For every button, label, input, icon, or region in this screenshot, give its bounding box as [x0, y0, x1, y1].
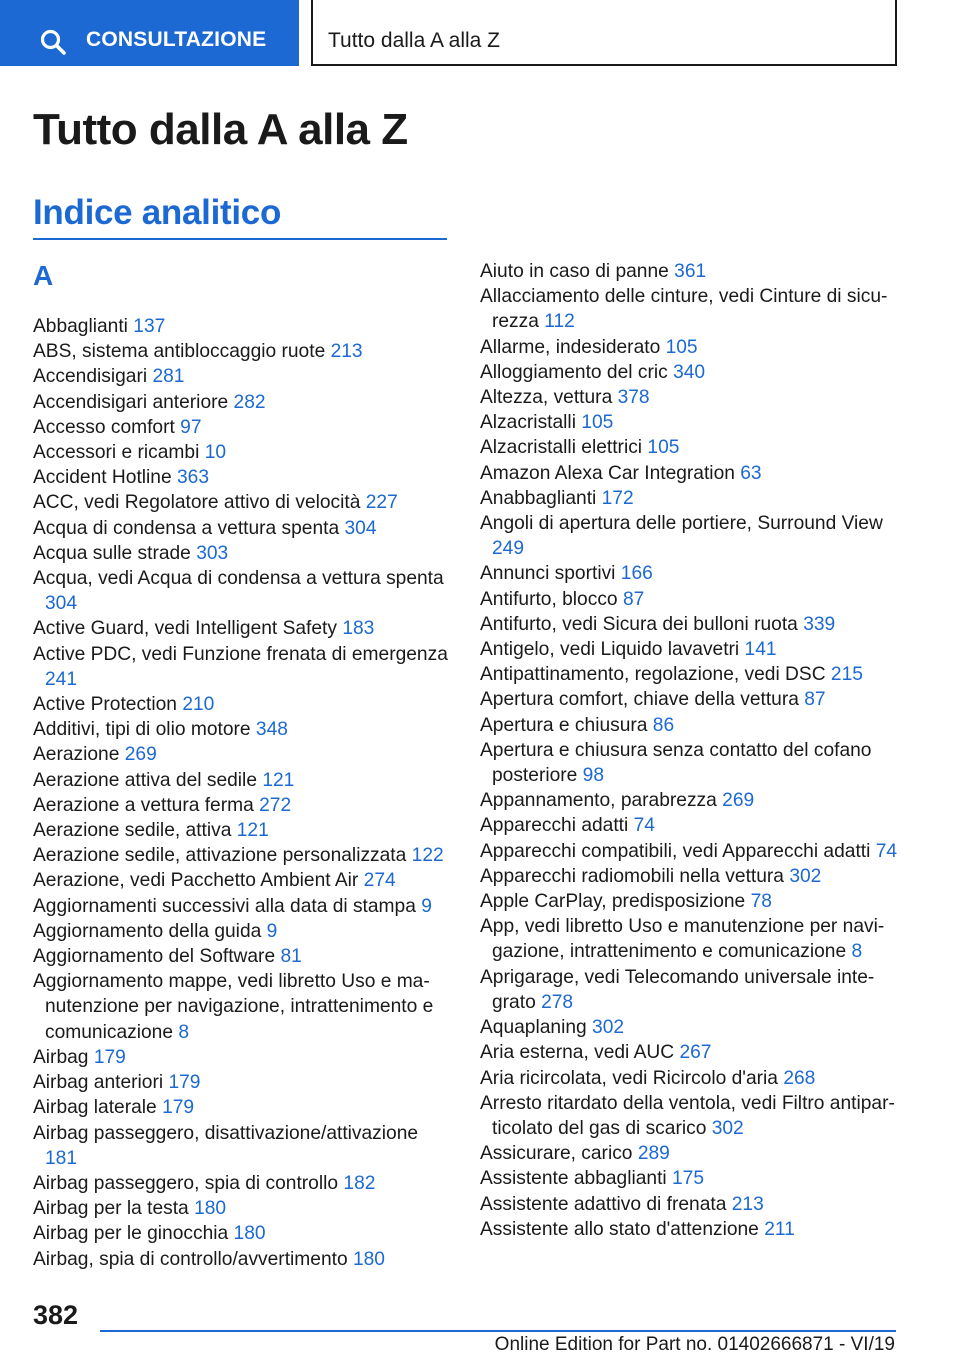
index-entry — [480, 435, 910, 460]
index-entry — [480, 1091, 910, 1141]
index-entry-text: Arresto ritardato della ventola, vedi Filtro antiparticolato del gas di scarico — [480, 1092, 895, 1139]
page-link[interactable]: 303 — [196, 542, 229, 564]
index-entry — [480, 965, 910, 1015]
index-entry — [480, 1066, 910, 1091]
index-entry-text: Aprigarage, vedi Telecomando universale integrato — [480, 966, 875, 1013]
page-link[interactable]: 363 — [177, 467, 210, 489]
page-link[interactable]: 180 — [233, 1223, 266, 1245]
index-entry — [33, 642, 453, 692]
index-entry-text: Assistente abbaglianti — [480, 1168, 667, 1190]
page-link[interactable]: 121 — [262, 769, 295, 791]
page-link[interactable]: 304 — [45, 593, 78, 615]
index-entry-text: Aerazione, vedi Pacchetto Ambient Air — [33, 870, 359, 892]
page-link[interactable]: 211 — [764, 1218, 795, 1240]
page-link[interactable]: 183 — [342, 618, 375, 640]
index-entry-text: Alzacristalli — [480, 412, 576, 434]
page-number: 382 — [33, 1300, 79, 1330]
index-entry-text: Aerazione sedile, attivazione personalizzata — [33, 845, 407, 867]
page-link[interactable]: 181 — [45, 1147, 78, 1169]
index-entry — [33, 440, 453, 465]
page-link[interactable]: 179 — [162, 1097, 195, 1119]
page-link[interactable]: 289 — [637, 1143, 670, 1165]
page-link[interactable]: 86 — [652, 714, 675, 736]
index-entry-text: Active Guard, vedi Intelligent Safety — [33, 618, 337, 640]
index-entry-text: Aria ricircolata, vedi Ricircolo d'aria — [480, 1067, 778, 1089]
page-link[interactable]: 179 — [93, 1046, 126, 1068]
index-entry-text: Airbag per la testa — [33, 1198, 189, 1220]
index-entry-text: Aiuto in caso di panne — [480, 261, 669, 282]
index-entry — [480, 637, 910, 662]
index-entry-text: Active PDC, vedi Funzione frenata di emergenza — [33, 643, 448, 665]
index-entry — [33, 742, 453, 767]
index-entry — [480, 738, 910, 788]
index-entry — [480, 687, 910, 712]
index-entry — [480, 1166, 910, 1191]
index-entry-text: Antifurto, blocco — [480, 588, 618, 610]
index-entry — [33, 692, 453, 717]
index-entry — [33, 1121, 453, 1171]
index-entry-text: Aggiornamento della guida — [33, 920, 262, 942]
page-link[interactable]: 269 — [722, 790, 755, 812]
index-letter: A — [33, 260, 54, 291]
page-link[interactable]: 378 — [617, 387, 650, 409]
index-entry — [480, 1141, 910, 1166]
index-entry-text: Abbaglianti — [33, 316, 128, 337]
index-entry — [480, 1040, 910, 1065]
index-entry-text: Aerazione attiva del sedile — [33, 769, 257, 791]
index-entry-text: Antifurto, vedi Sicura dei bulloni ruota — [480, 613, 798, 635]
index-entry — [33, 465, 453, 490]
index-entry-text: Airbag laterale — [33, 1097, 157, 1119]
index-entry — [480, 1217, 910, 1242]
page-link[interactable]: 9 — [421, 895, 432, 917]
index-entry — [33, 843, 453, 868]
index-entry — [480, 612, 910, 637]
index-entry-text: Aggiornamento mappe, vedi libretto Uso e manutenzione per navigazione, intrattenimento e comunicazione — [33, 971, 434, 1043]
page-link[interactable]: 10 — [204, 442, 227, 464]
index-entry-text: Apparecchi compatibili, vedi Apparecchi adatti — [480, 840, 871, 862]
page-link[interactable]: 180 — [352, 1248, 385, 1270]
index-entry-text: Acqua di condensa a vettura spenta — [33, 517, 340, 539]
index-entry-text: Apparecchi adatti — [480, 815, 629, 837]
index-entry-text: Assicurare, carico — [480, 1143, 633, 1165]
page-link[interactable]: 105 — [581, 412, 614, 434]
page-link[interactable]: 87 — [622, 588, 645, 610]
page-link[interactable]: 74 — [875, 840, 898, 862]
page-link[interactable]: 249 — [492, 538, 525, 560]
footer-rule — [100, 1330, 896, 1332]
index-entry-text: Accendisigari — [33, 366, 148, 388]
index-entry-text: Airbag passeggero, spia di controllo — [33, 1172, 339, 1194]
page-link[interactable]: 304 — [344, 517, 377, 539]
index-entry-text: Accident Hotline — [33, 467, 172, 489]
page-link[interactable]: 182 — [343, 1172, 376, 1194]
page-link[interactable]: 121 — [236, 820, 269, 842]
index-entry — [33, 717, 453, 742]
index-entry — [33, 339, 453, 364]
page-link[interactable]: 269 — [124, 744, 157, 766]
page-link[interactable]: 112 — [544, 311, 575, 333]
page-link[interactable]: 105 — [647, 437, 680, 459]
page-link[interactable]: 8 — [851, 941, 863, 963]
index-entry — [480, 1192, 910, 1217]
index-entry — [33, 616, 453, 641]
index-entry — [480, 587, 910, 612]
index-entry-text: ABS, sistema antibloccaggio ruote — [33, 341, 326, 363]
header — [0, 0, 960, 66]
page-link[interactable]: 8 — [178, 1021, 190, 1043]
page-link[interactable]: 210 — [182, 694, 215, 716]
page-link[interactable]: 63 — [740, 462, 762, 484]
page-link[interactable]: 339 — [803, 613, 836, 635]
index-entry-text: App, vedi libretto Uso e manutenzione per navigazione, intrattenimento e comunicazione — [480, 916, 885, 963]
title-tab[interactable] — [311, 0, 897, 66]
index-entry — [480, 561, 910, 586]
index-entry-text: Accessori e ricambi — [33, 442, 200, 464]
index-entry — [480, 839, 910, 864]
index-entry-text: ACC, vedi Regolatore attivo di velocità — [33, 492, 361, 514]
index-entry — [33, 1221, 453, 1246]
index-entry — [480, 813, 910, 838]
title-tab-label: Tutto dalla A alla Z — [328, 29, 500, 52]
index-entry-text: Airbag anteriori — [33, 1072, 164, 1094]
index-entry — [480, 335, 910, 360]
page-link[interactable]: 281 — [152, 366, 185, 388]
page-link[interactable]: 227 — [365, 492, 398, 514]
index-entry-text: Acqua sulle strade — [33, 542, 191, 564]
page-link[interactable]: 213 — [731, 1193, 764, 1215]
index-entry — [33, 1196, 453, 1221]
search-icon — [40, 29, 66, 55]
index-entry — [480, 864, 910, 889]
index-entry-text: Apertura e chiusura senza contatto del cofano posteriore — [480, 739, 872, 787]
page-link[interactable]: 361 — [674, 261, 707, 282]
page-link[interactable]: 302 — [711, 1117, 744, 1139]
page-link[interactable]: 141 — [744, 639, 777, 661]
index-entry-text: Aerazione a vettura ferma — [33, 794, 254, 816]
index-entry-text: Apertura e chiusura — [480, 714, 648, 736]
index-entry-text: Assistente allo stato d'attenzione — [480, 1218, 759, 1240]
page-link[interactable]: 98 — [582, 765, 605, 787]
index-entry-text: Airbag per le ginocchia — [33, 1223, 229, 1245]
index-entry — [33, 566, 453, 616]
index-entry-text: Airbag passeggero, disattivazione/attivazione — [33, 1122, 419, 1144]
index-entry — [33, 490, 453, 515]
index-entry-text: Aquaplaning — [480, 1017, 587, 1039]
index-entry-text: Aerazione — [33, 744, 120, 766]
page-title: Tutto dalla A alla Z — [33, 105, 408, 154]
page-link[interactable]: 81 — [280, 946, 302, 968]
index-entry-text: Acqua, vedi Acqua di condensa a vettura spenta — [33, 568, 444, 590]
page-link[interactable]: 179 — [168, 1072, 201, 1094]
index-entry-text: Anabbaglianti — [480, 487, 597, 509]
index-entry-text: Airbag, spia di controllo/avvertimento — [33, 1248, 348, 1270]
page-link[interactable]: 274 — [363, 870, 396, 892]
page-link[interactable]: 172 — [601, 487, 634, 509]
footer-edition: Online Edition for Part no. 01402666871 - VI/19 — [494, 1334, 895, 1355]
page-link[interactable]: 78 — [750, 891, 772, 913]
index-entry — [33, 793, 453, 818]
page-link[interactable]: 97 — [180, 416, 202, 438]
index-entry — [33, 415, 453, 440]
index-entry — [33, 1095, 453, 1120]
index-entry-text: Altezza, vettura — [480, 387, 613, 409]
index-entry — [33, 314, 453, 339]
index-entry — [33, 1070, 453, 1095]
index-entry-text: Aggiornamenti successivi alla data di stampa — [33, 895, 416, 917]
index-entry — [33, 1171, 453, 1196]
page-link[interactable]: 74 — [633, 815, 655, 837]
page-link[interactable]: 241 — [45, 668, 78, 690]
index-entry — [480, 914, 910, 964]
page-link[interactable]: 268 — [783, 1067, 816, 1089]
consultation-tab[interactable] — [0, 0, 299, 66]
index-entry — [33, 541, 453, 566]
index-entry — [33, 1247, 453, 1272]
index-entry-text: Accendisigari anteriore — [33, 391, 229, 413]
index-entry — [33, 818, 453, 843]
page-link[interactable]: 166 — [620, 563, 653, 585]
section-title-rule — [33, 238, 447, 240]
index-entry-text: Antipattinamento, regolazione, vedi DSC — [480, 664, 826, 686]
page-link[interactable]: 282 — [233, 391, 266, 413]
consultation-tab-label: CONSULTAZIONE — [86, 28, 267, 51]
page-link[interactable]: 215 — [830, 664, 863, 686]
page-link[interactable]: 137 — [133, 316, 166, 337]
page-link[interactable]: 175 — [672, 1168, 705, 1190]
index-entry — [33, 516, 453, 541]
index-entry — [480, 385, 910, 410]
index-entry-text: Alloggiamento del cric — [480, 361, 668, 383]
index-entry — [480, 662, 910, 687]
index-entry — [33, 768, 453, 793]
index-entry-text: Apple CarPlay, predisposizione — [480, 891, 746, 913]
index-entry — [480, 360, 910, 385]
index-column-left — [33, 314, 453, 1272]
index-entry — [480, 461, 910, 486]
page-link[interactable]: 302 — [592, 1017, 625, 1039]
index-entry-text: Aggiornamento del Software — [33, 946, 276, 968]
index-entry-text: Apparecchi radiomobili nella vettura — [480, 865, 784, 887]
index-entry — [33, 944, 453, 969]
index-entry-text: Alzacristalli elettrici — [480, 437, 643, 459]
index-entry — [33, 390, 453, 415]
section-title: Indice analitico — [33, 193, 282, 232]
page-link[interactable]: 348 — [255, 719, 288, 741]
index-entry-text: Annunci sportivi — [480, 563, 616, 585]
page-link[interactable]: 278 — [541, 991, 574, 1013]
index-entry — [33, 894, 453, 919]
index-entry-text: Aerazione sedile, attiva — [33, 820, 232, 842]
index-entry-text: Appannamento, parabrezza — [480, 790, 717, 812]
page-link[interactable]: 87 — [804, 689, 826, 711]
index-entry-text: Aria esterna, vedi AUC — [480, 1042, 675, 1064]
index-column-right — [480, 259, 910, 1242]
index-entry-text: Antigelo, vedi Liquido lavavetri — [480, 639, 740, 661]
index-entry-text: Allacciamento delle cinture, vedi Cinture di sicurezza — [480, 286, 888, 333]
index-entry — [33, 868, 453, 893]
index-entry-text: Accesso comfort — [33, 416, 175, 438]
page-link[interactable]: 105 — [665, 336, 698, 358]
index-entry — [480, 259, 910, 284]
index-entry — [33, 919, 453, 944]
page-link[interactable]: 122 — [411, 845, 444, 867]
index-entry — [480, 511, 910, 561]
index-entry-text: Assistente adattivo di frenata — [480, 1193, 727, 1215]
index-entry — [480, 486, 910, 511]
index-entry — [480, 1015, 910, 1040]
page-link[interactable]: 213 — [330, 341, 363, 363]
index-entry — [33, 364, 453, 389]
index-entry-text: Apertura comfort, chiave della vettura — [480, 689, 799, 711]
index-entry — [33, 1045, 453, 1070]
index-entry — [480, 889, 910, 914]
index-entry-text: Active Protection — [33, 694, 177, 716]
index-entry — [480, 788, 910, 813]
page-link[interactable]: 340 — [673, 361, 706, 383]
index-entry-text: Amazon Alexa Car Integration — [480, 462, 735, 484]
index-entry — [480, 284, 910, 334]
page-link[interactable]: 180 — [194, 1198, 227, 1220]
index-entry-text: Additivi, tipi di olio motore — [33, 719, 251, 741]
page-link[interactable]: 9 — [266, 920, 278, 942]
page-link[interactable]: 272 — [259, 794, 292, 816]
index-entry-text: Airbag — [33, 1046, 89, 1068]
index-entry — [480, 713, 910, 738]
index-entry-text: Angoli di apertura delle portiere, Surround View — [480, 513, 883, 535]
index-entry — [33, 969, 453, 1045]
page-link[interactable]: 267 — [679, 1042, 712, 1064]
index-entry — [480, 410, 910, 435]
page-link[interactable]: 302 — [789, 865, 822, 887]
index-entry-text: Allarme, indesiderato — [480, 336, 661, 358]
